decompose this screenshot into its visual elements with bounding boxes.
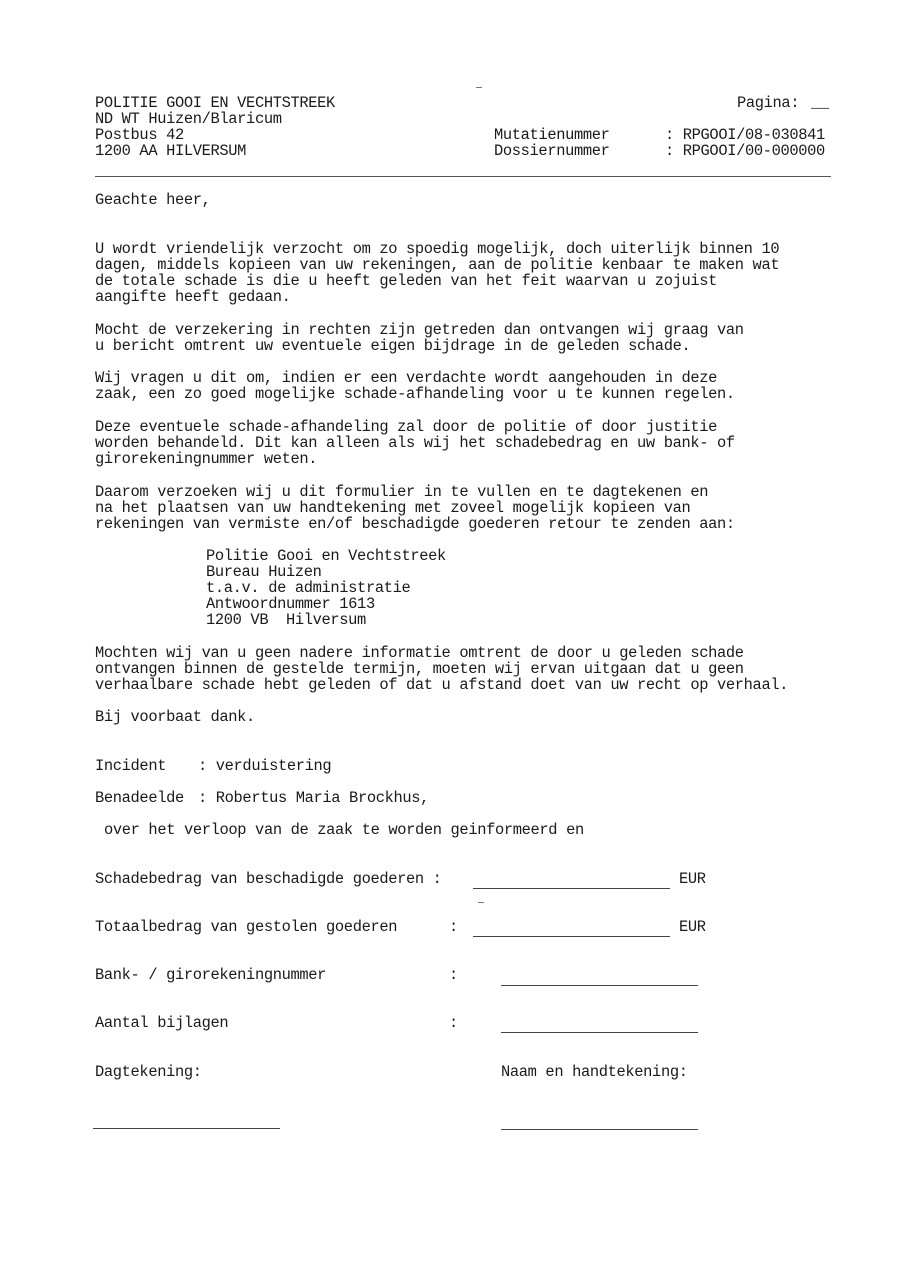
stolen-amount-label: Totaalbedrag van gestolen goederen bbox=[95, 918, 398, 936]
sender-postbox: Postbus 42 bbox=[95, 126, 184, 144]
address-line: Bureau Huizen bbox=[206, 563, 322, 581]
sender-city: 1200 AA HILVERSUM bbox=[95, 142, 247, 160]
account-number-field[interactable] bbox=[501, 985, 698, 986]
address-line: Antwoordnummer 1613 bbox=[206, 595, 375, 613]
stolen-amount-currency: EUR bbox=[679, 918, 706, 936]
paragraph-line: aangifte heeft gedaan. bbox=[95, 288, 291, 306]
paragraph-line: U wordt vriendelijk verzocht om zo spoedig mogelijk, doch uiterlijk binnen 10 bbox=[95, 240, 780, 258]
attachments-colon: : bbox=[449, 1014, 458, 1032]
damage-amount-label: Schadebedrag van beschadigde goederen : bbox=[95, 870, 442, 888]
mutation-number-value: : RPGOOI/08-030841 bbox=[665, 126, 825, 144]
stolen-amount-field[interactable] bbox=[473, 936, 670, 937]
scan-speck bbox=[476, 87, 482, 88]
stolen-amount-colon: : bbox=[449, 918, 458, 936]
account-number-label: Bank- / girorekeningnummer bbox=[95, 966, 327, 984]
paragraph-line: rekeningen van vermiste en/of beschadigde goederen retour te zenden aan: bbox=[95, 515, 735, 533]
mutation-number-label: Mutatienummer bbox=[494, 126, 610, 144]
header-divider bbox=[95, 176, 831, 177]
paragraph-line: dagen, middels kopieen van uw rekeningen, aan de politie kenbaar te maken wat bbox=[95, 256, 780, 274]
damage-amount-currency: EUR bbox=[679, 870, 706, 888]
paragraph-line: worden behandeld. Dit kan alleen als wij het schadebedrag en uw bank- of bbox=[95, 434, 735, 452]
address-line: t.a.v. de administratie bbox=[206, 579, 411, 597]
paragraph-line: zaak, een zo goed mogelijke schade-afhandeling voor u te kunnen regelen. bbox=[95, 385, 735, 403]
paragraph-line: ontvangen binnen de gestelde termijn, moeten wij ervan uitgaan dat u geen bbox=[95, 660, 744, 678]
page-label: Pagina: bbox=[737, 94, 800, 112]
thanks-line: Bij voorbaat dank. bbox=[95, 708, 255, 726]
damage-amount-field[interactable] bbox=[473, 888, 670, 889]
paragraph-line: Mocht de verzekering in rechten zijn getreden dan ontvangen wij graag van bbox=[95, 321, 744, 339]
victim-value: : Robertus Maria Brockhus, bbox=[198, 789, 430, 807]
paragraph-line: Deze eventuele schade-afhandeling zal door de politie of door justitie bbox=[95, 418, 718, 436]
paragraph-line: de totale schade is die u heeft geleden van het feit waarvan u zojuist bbox=[95, 272, 718, 290]
paragraph-line: u bericht omtrent uw eventuele eigen bijdrage in de geleden schade. bbox=[95, 337, 691, 355]
dossier-number-label: Dossiernummer bbox=[494, 142, 610, 160]
paragraph-line: verhaalbare schade hebt geleden of dat u afstand doet van uw recht op verhaal. bbox=[95, 676, 789, 694]
attachments-label: Aantal bijlagen bbox=[95, 1014, 229, 1032]
signature-label: Naam en handtekening: bbox=[501, 1063, 688, 1081]
paragraph-line: girorekeningnummer weten. bbox=[95, 450, 318, 468]
paragraph-line: Mochten wij van u geen nadere informatie omtrent de door u geleden schade bbox=[95, 644, 744, 662]
address-line: Politie Gooi en Vechtstreek bbox=[206, 547, 446, 565]
sender-department: ND WT Huizen/Blaricum bbox=[95, 110, 282, 128]
paragraph-line: na het plaatsen van uw handtekening met zoveel mogelijk kopieen van bbox=[95, 499, 691, 517]
attachments-field[interactable] bbox=[501, 1032, 698, 1033]
scan-speck bbox=[478, 902, 484, 903]
sender-name: POLITIE GOOI EN VECHTSTREEK bbox=[95, 94, 335, 112]
account-number-colon: : bbox=[449, 966, 458, 984]
page-number-field[interactable]: __ bbox=[811, 94, 829, 112]
salutation: Geachte heer, bbox=[95, 191, 211, 209]
paragraph-line: Daarom verzoeken wij u dit formulier in te vullen en te dagtekenen en bbox=[95, 483, 709, 501]
victim-label: Benadeelde bbox=[95, 789, 184, 807]
address-line: 1200 VB Hilversum bbox=[206, 611, 366, 629]
dossier-number-value: : RPGOOI/00-000000 bbox=[665, 142, 825, 160]
date-label: Dagtekening: bbox=[95, 1063, 202, 1081]
signature-field[interactable] bbox=[501, 1129, 698, 1130]
paragraph-line: Wij vragen u dit om, indien er een verdachte wordt aangehouden in deze bbox=[95, 369, 718, 387]
incident-label: Incident bbox=[95, 757, 167, 775]
incident-value: : verduistering bbox=[198, 757, 332, 775]
inform-line: over het verloop van de zaak te worden geinformeerd en bbox=[104, 821, 584, 839]
date-field[interactable] bbox=[93, 1128, 280, 1129]
